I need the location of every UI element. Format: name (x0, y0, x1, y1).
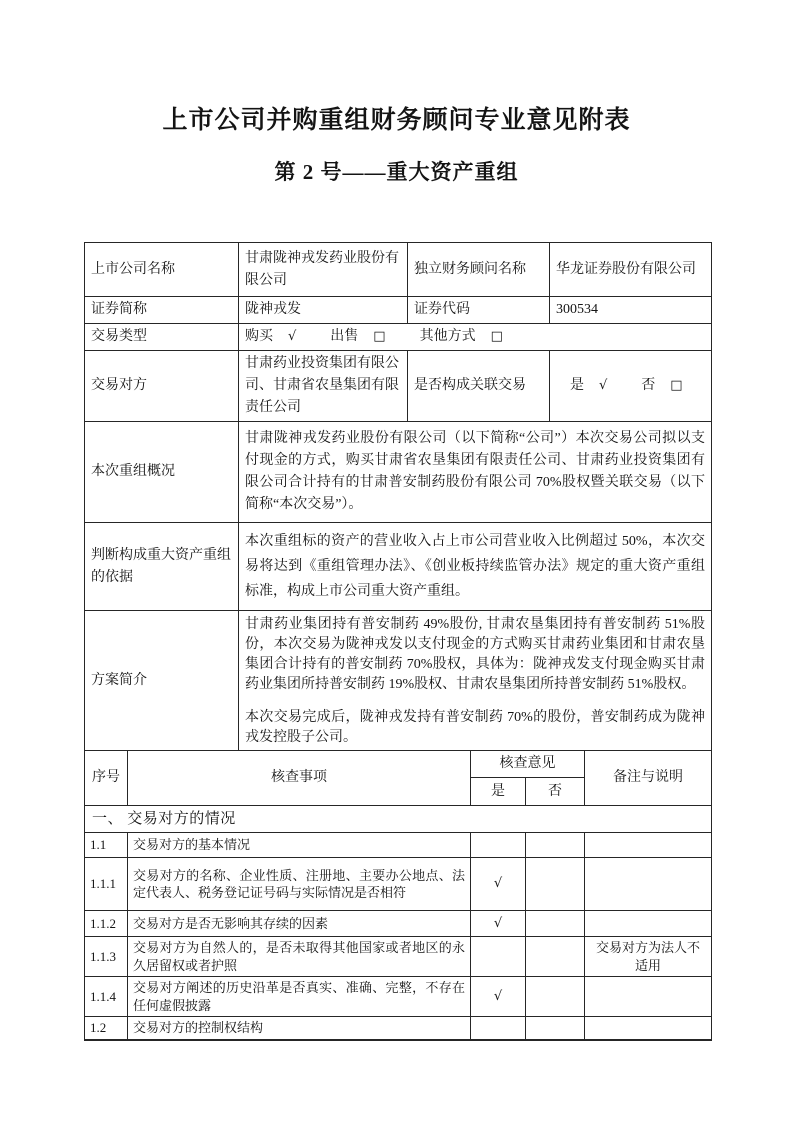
row-yes-mark (470, 832, 525, 857)
row-remark (584, 832, 711, 857)
row-remark (584, 857, 711, 910)
basis-text: 本次重组标的资产的营业收入占上市公司营业收入比例超过 50%，本次交易将达到《重组管理办法》、《创业板持续监管办法》规定的重大资产重组标准，构成上市公司重大资产重组。 (245, 534, 705, 599)
row-number: 1.1.1 (85, 857, 127, 910)
row-number: 1.1.3 (85, 936, 127, 976)
row-number: 1.1.4 (85, 976, 127, 1016)
table-row (85, 832, 711, 857)
table-row (85, 936, 711, 976)
header-seq: 序号 (85, 750, 127, 805)
row-no-mark (525, 832, 584, 857)
checkbox-icon: □ (490, 329, 503, 344)
table-row (85, 296, 711, 323)
option-no (641, 375, 682, 397)
row-yes-mark: √ (470, 857, 525, 910)
overview-label: 本次重组概况 (85, 421, 238, 522)
table-row (85, 323, 711, 350)
table-row (85, 1016, 711, 1039)
row-remark (584, 1016, 711, 1039)
header-yes: 是 (470, 777, 525, 805)
row-item: 交易对方的基本情况 (127, 832, 470, 857)
overview-value (238, 421, 711, 522)
option-yes-label: 是 (570, 378, 584, 393)
checked-mark-icon: √ (288, 329, 297, 344)
listed-company-label: 上市公司名称 (91, 261, 175, 277)
table-row (85, 421, 711, 522)
ticker-label: 证券简称 (85, 296, 238, 323)
header-remark: 备注与说明 (584, 750, 711, 805)
row-remark (584, 976, 711, 1016)
counterparty-value: 甘肃药业投资集团有限公司、甘肃省农垦集团有限责任公司 (238, 350, 407, 421)
row-remark (584, 910, 711, 936)
row-item: 交易对方的名称、企业性质、注册地、主要办公地点、法定代表人、税务登记证号码与实际情况是否相符 (127, 857, 470, 910)
table-row (85, 976, 711, 1016)
row-number: 1.1.2 (85, 910, 127, 936)
code-value: 300534 (549, 296, 711, 323)
row-number: 1.2 (85, 1016, 127, 1039)
option-other-label: 其他方式 (419, 329, 476, 344)
related-party-label: 是否构成关联交易 (407, 350, 549, 421)
page-subtitle: 第 2 号——重大资产重组 (274, 160, 519, 184)
counterparty-label: 交易对方 (85, 350, 238, 421)
row-item: 交易对方阐述的历史沿革是否真实、准确、完整，不存在任何虚假披露 (127, 976, 470, 1016)
transaction-type-label: 交易类型 (85, 323, 238, 350)
checklist-header (85, 750, 711, 805)
row-yes-mark: √ (470, 910, 525, 936)
advisor-label: 独立财务顾问名称 (407, 243, 549, 296)
row-yes-mark: √ (470, 976, 525, 1016)
table-row (85, 243, 711, 296)
ticker-value: 陇神戎发 (238, 296, 407, 323)
header-no: 否 (525, 777, 584, 805)
row-yes-mark (470, 936, 525, 976)
overview-text: 甘肃陇神戎发药业股份有限公司（以下简称“公司”）本次交易公司拟以支付现金的方式，购买甘肃省农垦集团有限责任公司、甘肃药业投资集团有限公司合计持有的甘肃普安制药股份有限公司 70%股权暨关联交易（以下简称“本次交易”）。 (245, 431, 705, 512)
table-row (85, 910, 711, 936)
row-number: 1.1 (85, 832, 127, 857)
plan-paragraph-2: 本次交易完成后，陇神戎发持有普安制药 70%的股份，普安制药成为陇神戎发控股子公司。 (245, 710, 705, 745)
plan-paragraph-1: 甘肃药业集团持有普安制药 49%股份, 甘肃农垦集团持有普安制药 51%股份，本次交易为陇神戎发以支付现金的方式购买甘肃药业集团和甘肃农垦集团合计持有的普安制药 70%股权，具体为：陇神戎发支付现金购买甘肃药业集团所持普安制药 19%股权、甘肃农垦集团所持普安制药 51%股权。 (245, 617, 705, 692)
row-no-mark (525, 857, 584, 910)
plan-value (238, 610, 711, 750)
option-sell (330, 326, 385, 348)
plan-label: 方案简介 (85, 610, 238, 750)
listed-company-value: 甘肃陇神戎发药业股份有限公司 (238, 243, 407, 296)
basis-value (238, 522, 711, 610)
checkbox-icon: □ (373, 329, 386, 344)
page-title: 上市公司并购重组财务顾问专业意见附表 (162, 107, 631, 134)
transaction-type-options (238, 323, 711, 350)
row-no-mark (525, 936, 584, 976)
option-sell-label: 出售 (330, 329, 359, 344)
header-item: 核查事项 (127, 750, 470, 805)
opinion-table (84, 242, 712, 1041)
code-label: 证券代码 (407, 296, 549, 323)
row-no-mark (525, 910, 584, 936)
table-row (85, 610, 711, 750)
section-row (85, 805, 711, 832)
row-item: 交易对方是否无影响其存续的因素 (127, 910, 470, 936)
option-buy-label: 购买 (245, 329, 273, 344)
row-no-mark (525, 976, 584, 1016)
table-row (85, 522, 711, 610)
row-no-mark (525, 1016, 584, 1039)
checkbox-icon: □ (670, 378, 683, 393)
related-party-options (549, 350, 711, 421)
table-row (85, 350, 711, 421)
section-title: 一、 交易对方的情况 (85, 805, 711, 832)
row-item: 交易对方为自然人的，是否未取得其他国家或者地区的永久居留权或者护照 (127, 936, 470, 976)
basis-label: 判断构成重大资产重组的依据 (85, 522, 238, 610)
option-other (420, 326, 503, 348)
table-row (85, 857, 711, 910)
header-opinion: 核查意见 (470, 750, 584, 777)
row-remark: 交易对方为法人不适用 (584, 936, 711, 976)
checked-mark-icon: √ (599, 378, 608, 393)
advisor-value: 华龙证券股份有限公司 (549, 243, 711, 296)
row-item: 交易对方的控制权结构 (127, 1016, 470, 1039)
option-no-label: 否 (641, 378, 656, 393)
option-buy (245, 326, 296, 348)
option-yes (570, 375, 607, 397)
row-yes-mark (470, 1016, 525, 1039)
